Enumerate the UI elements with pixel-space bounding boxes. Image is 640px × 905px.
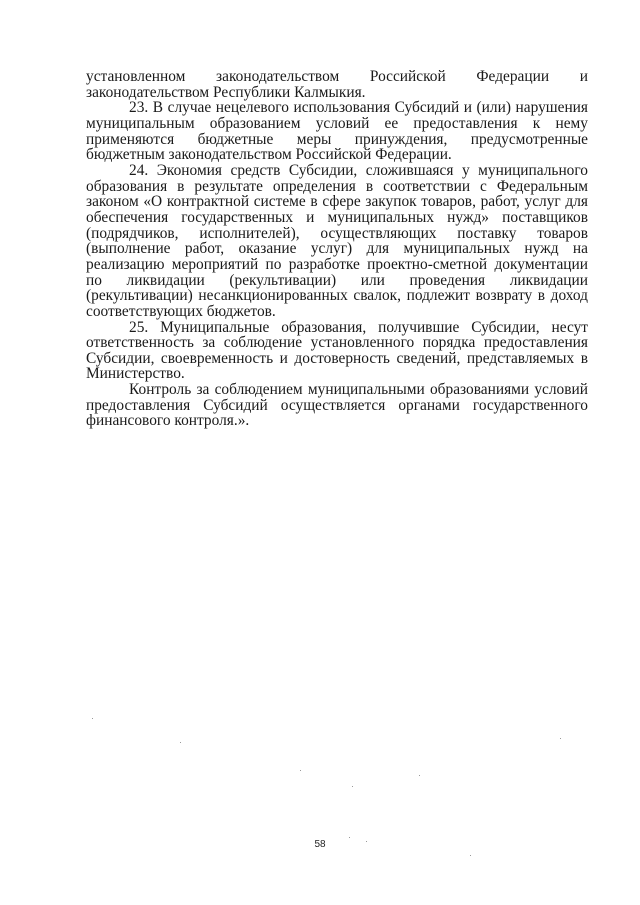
paragraph-control: Контроль за соблюдением муниципальными образованиями условий предоставления Субсидий осуществляется органами государственного финансового контроля.». — [86, 381, 588, 430]
speck — [180, 742, 181, 743]
speck — [352, 786, 353, 787]
speck — [470, 855, 471, 856]
document-body — [86, 69, 588, 429]
speck — [300, 770, 301, 771]
speck — [419, 775, 420, 776]
page-number: 58 — [314, 839, 326, 850]
speck — [92, 718, 93, 719]
speck — [366, 841, 367, 842]
speck — [349, 837, 350, 838]
speck — [560, 738, 561, 739]
paragraph-24: 24. Экономия средств Субсидии, сложившаяся у муниципального образования в результате определения в соответствии с Федеральным законом «О контрактной системе в сфере закупок товаров, работ, услуг для обеспечения государственных и муниципальных нужд» поставщиков (подрядчиков, исполнителей), осуществляющих поставку товаров (выполнение работ, оказание услуг) для муниципальных нужд на реализацию мероприятий по разработке проектно-сметной документации по ликвидации (рекультивации) или проведения ликвидации (рекультивации) несанкционированных свалок, подлежит возврату в доход соответствующих бюджетов. — [86, 161, 588, 320]
paragraph-continuation: установленном законодательством Российской Федерации и законодательством Республики Калмыкия. — [86, 68, 588, 101]
paragraph-25: 25. Муниципальные образования, получившие Субсидии, несут ответственность за соблюдение установленного порядка предоставления Субсидии, своевременность и достоверность сведений, представляемых в Министерство. — [86, 318, 588, 383]
paragraph-23: 23. В случае нецелевого использования Субсидий и (или) нарушения муниципальным образованием условий ее предоставления к нему применяются бюджетные меры принуждения, предусмотренные бюджетным законодательством Российской Федерации. — [86, 99, 588, 164]
